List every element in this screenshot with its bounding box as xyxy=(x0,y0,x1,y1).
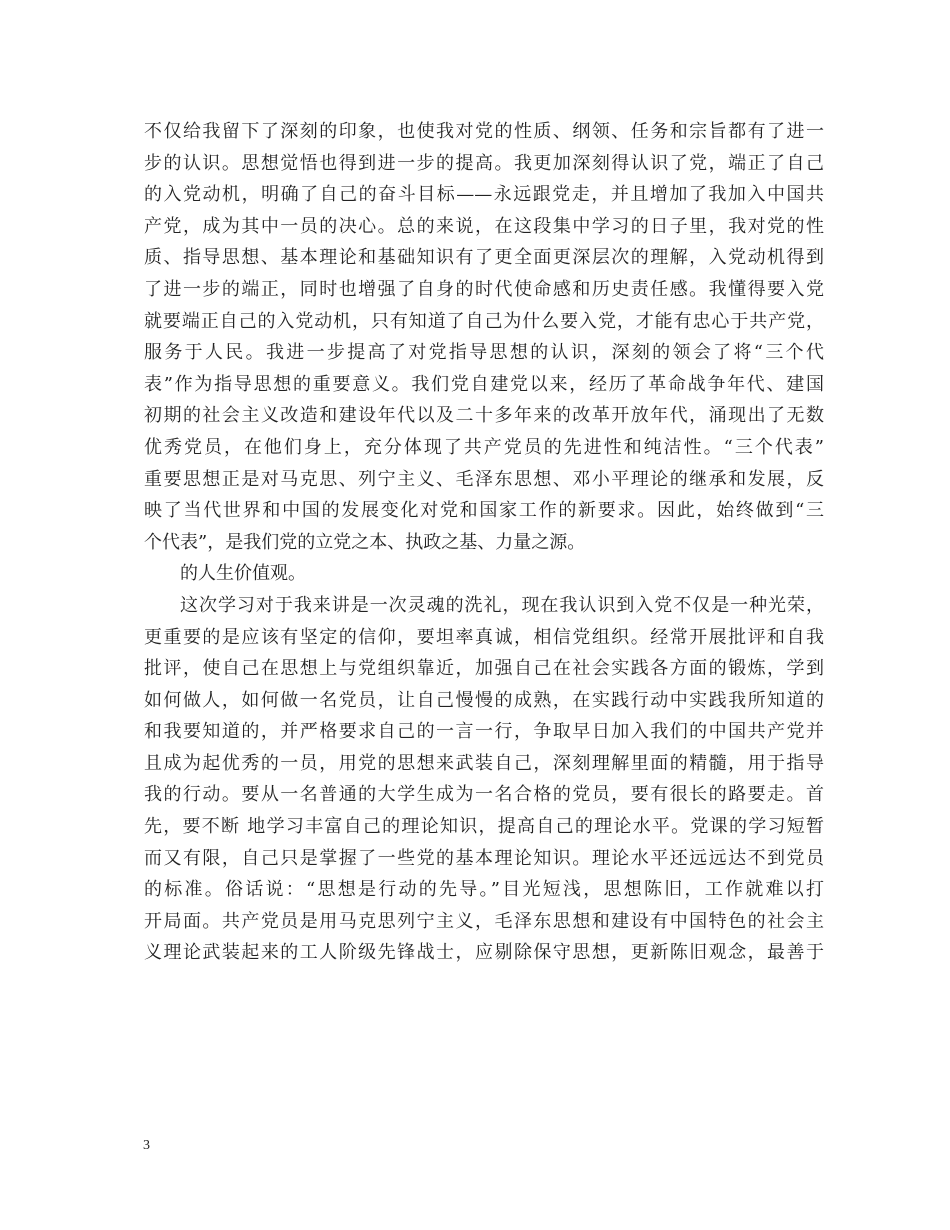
text-line: 映了当代世界和中国的发展变化对党和国家工作的新要求。因此，始终做到“三 xyxy=(144,500,824,522)
body-text xyxy=(144,116,824,969)
text-line: 优秀党员，在他们身上，充分体现了共产党员的先进性和纯洁性。“三个代表” xyxy=(144,436,824,458)
text-line: 的入党动机，明确了自己的奋斗目标——永远跟党走，并且增加了我加入中国共 xyxy=(144,184,824,206)
text-line: 质、指导思想、基本理论和基础知识有了更全面更深层次的理解，入党动机得到 xyxy=(144,247,824,269)
text-line: 产党，成为其中一员的决心。总的来说，在这段集中学习的日子里，我对党的性 xyxy=(144,215,824,237)
text-line: 不仅给我留下了深刻的印象，也使我对党的性质、纲领、任务和宗旨都有了进一 xyxy=(144,121,824,142)
text-line: 的标准。俗话说：“思想是行动的先导。”目光短浅，思想陈旧，工作就难以打 xyxy=(144,879,824,901)
paragraph xyxy=(144,590,824,969)
text-line: 如何做人，如何做一名党员，让自己慢慢的成熟，在实践行动中实践我所知道的 xyxy=(144,689,824,711)
text-line: 的人生价值观。 xyxy=(180,563,306,585)
text-line: 更重要的是应该有坚定的信仰，要坦率真诚，相信党组织。经常开展批评和自我 xyxy=(144,626,824,648)
text-line: 我的行动。要从一名普通的大学生成为一名合格的党员，要有很长的路要走。首 xyxy=(144,784,824,806)
paragraph xyxy=(144,116,824,558)
text-line: 初期的社会主义改造和建设年代以及二十多年来的改革开放年代，涌现出了无数 xyxy=(144,405,824,427)
text-line: 服务于人民。我进一步提高了对党指导思想的认识，深刻的领会了将“三个代 xyxy=(144,342,824,364)
text-line: 且成为起优秀的一员，用党的思想来武装自己，深刻理解里面的精髓，用于指导 xyxy=(144,752,824,774)
text-line: 而又有限，自己只是掌握了一些党的基本理论知识。理论水平还远远达不到党员 xyxy=(144,847,824,869)
text-line: 就要端正自己的入党动机，只有知道了自己为什么要入党，才能有忠心于共产党， xyxy=(144,310,824,332)
text-line: 开局面。共产党员是用马克思列宁主义，毛泽东思想和建设有中国特色的社会主 xyxy=(144,910,824,932)
text-line: 表”作为指导思想的重要意义。我们党自建党以来，经历了革命战争年代、建国 xyxy=(144,373,824,395)
text-line: 先，要不断 地学习丰富自己的理论知识，提高自己的理论水平。党课的学习短暂 xyxy=(144,816,824,838)
text-line: 个代表”，是我们党的立党之本、执政之基、力量之源。 xyxy=(144,531,586,553)
text-line: 和我要知道的，并严格要求自己的一言一行，争取早日加入我们的中国共产党并 xyxy=(144,721,824,743)
page-number: 3 xyxy=(143,1138,150,1153)
text-line: 了进一步的端正，同时也增强了自身的时代使命感和历史责任感。我懂得要入党 xyxy=(144,278,824,300)
text-line: 批评，使自己在思想上与党组织靠近，加强自己在社会实践各方面的锻炼，学到 xyxy=(144,658,824,680)
text-line: 步的认识。思想觉悟也得到进一步的提高。我更加深刻得认识了党，端正了自己 xyxy=(144,152,824,174)
paragraph xyxy=(144,558,824,590)
text-line: 重要思想正是对马克思、列宁主义、毛泽东思想、邓小平理论的继承和发展，反 xyxy=(144,468,824,490)
text-line: 这次学习对于我来讲是一次灵魂的洗礼，现在我认识到入党不仅是一种光荣， xyxy=(180,594,824,616)
text-line: 义理论武装起来的工人阶级先锋战士，应剔除保守思想，更新陈旧观念，最善于 xyxy=(144,942,824,964)
